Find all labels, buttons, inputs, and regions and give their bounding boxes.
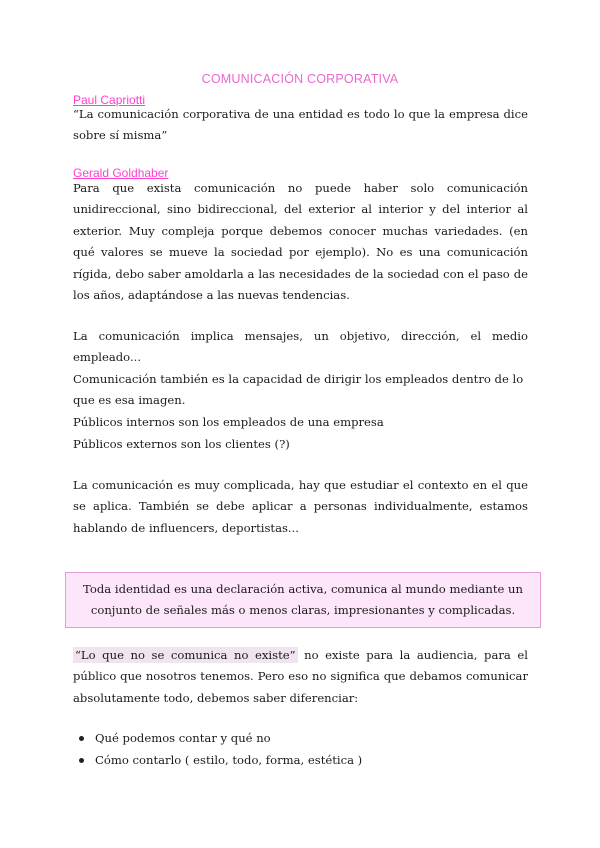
communication-paragraph-rest: no existe para la audiencia, para el público que nosotros tenemos. Pero eso no significa que debamos comunicar absolutamente todo, debemos saber diferenciar:: [73, 648, 528, 705]
complexity-paragraph-text: La comunicación es muy complicada, hay que estudiar el contexto en el que se aplica. También se debe aplicar a personas individualmente, estamos hablando de influencers, deportistas...: [73, 478, 528, 535]
page-title: COMUNICACIÓN CORPORATIVA: [201, 72, 399, 86]
capriotti-quote-text: “La comunicación corporativa de una entidad es todo lo que la empresa dice sobre sí misma”: [73, 107, 528, 143]
list-item-text: Qué podemos contar y qué no: [95, 731, 271, 745]
list-item: [73, 749, 362, 771]
author-goldhaber: Gerald Goldhaber: [73, 166, 169, 180]
publicos-internos: Públicos internos son los empleados de una empresa: [73, 415, 384, 429]
highlighted-quote: “Lo que no se comunica no existe”: [75, 648, 296, 662]
communication-paragraph: [73, 645, 528, 709]
identity-callout-text: Toda identidad es una declaración activa, comunica al mundo mediante un conjunto de señales más o menos claras, impresionantes y complicadas.: [83, 582, 523, 617]
implication-paragraph: [73, 326, 528, 412]
goldhaber-paragraph-text: Para que exista comunicación no puede haber solo comunicación unidireccional, sino bidireccional, del exterior al interior y del interior al exterior. Muy compleja porque debemos conocer muchas variedades. (en qué valores se mueve la sociedad por ejemplo). No es una comunicación rígida, debo saber amoldarla a las necesidades de la sociedad con el paso de los años, adaptándose a las nuevas tendencias.: [73, 181, 528, 303]
list-item-text: Cómo contarlo ( estilo, todo, forma, estética ): [95, 753, 363, 767]
complexity-paragraph: [73, 475, 528, 539]
bullet-icon: [79, 758, 84, 763]
communication-paragraph-text: [73, 645, 528, 709]
identity-callout-box: [65, 572, 541, 628]
bullet-list: [73, 727, 362, 771]
bullet-icon: [79, 736, 84, 741]
goldhaber-paragraph: [73, 178, 528, 306]
implication-line-1: La comunicación implica mensajes, un objetivo, dirección, el medio empleado...: [73, 329, 528, 365]
implication-line-2: Comunicación también es la capacidad de dirigir los empleados dentro de lo que es esa imagen.: [73, 371, 524, 408]
publicos-externos: Públicos externos son los clientes (?): [73, 437, 290, 451]
capriotti-quote: [73, 104, 528, 147]
author-capriotti: Paul Capriotti: [73, 93, 146, 107]
list-item: [73, 727, 362, 749]
